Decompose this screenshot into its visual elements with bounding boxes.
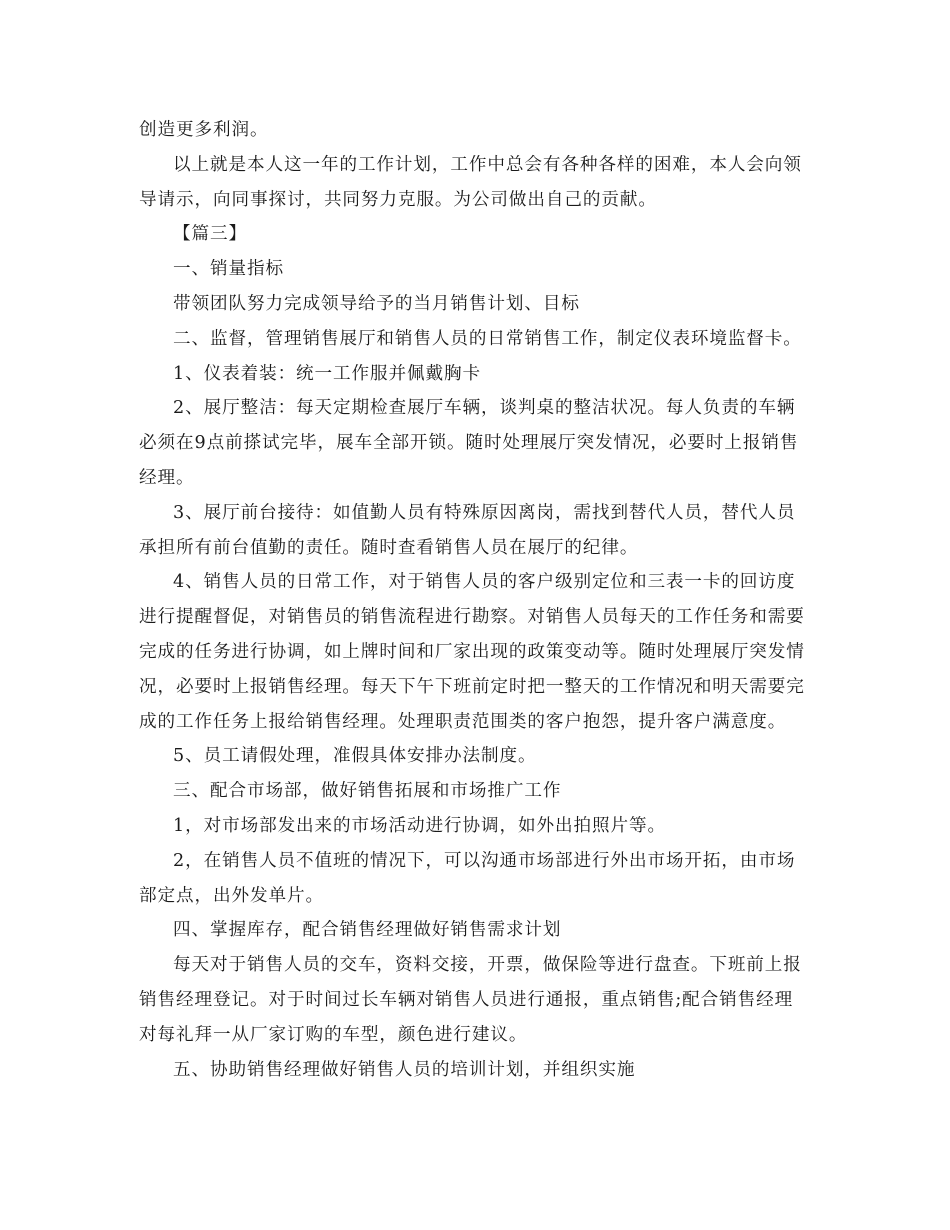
text-line: 三、配合市场部，做好销售拓展和市场推广工作: [173, 781, 562, 802]
text-line: 创造更多利润。: [139, 120, 269, 140]
text-line: 3、展厅前台接待：如值勤人员有特殊原因离岗，需找到替代人员，替代人员: [173, 502, 796, 523]
section-heading: 【篇三】: [173, 224, 247, 245]
text-line: 二、监督，管理销售展厅和销售人员的日常销售工作，制定仪表环境监督卡。: [173, 328, 802, 349]
text-line: 2，在销售人员不值班的情况下，可以沟通市场部进行外出市场开拓，由市场: [173, 850, 796, 871]
text-line: 必须在9点前搽试完毕，展车全部开锁。随时处理展厅突发情况，必要时上报销售: [139, 433, 799, 454]
text-line: 五、协助销售经理做好销售人员的培训计划，并组织实施: [173, 1059, 636, 1080]
text-line: 1、仪表着装：统一工作服并佩戴胸卡: [173, 363, 481, 384]
text-line: 导请示，向同事探讨，共同努力克服。为公司做出自己的贡献。: [139, 189, 657, 210]
text-line: 1，对市场部发出来的市场活动进行协调，如外出拍照片等。: [173, 815, 666, 836]
text-line: 完成的任务进行协调，如上牌时间和厂家出现的政策变动等。随时处理展厅突发情: [139, 641, 805, 662]
text-line: 经理。: [139, 467, 195, 488]
text-line: 4、销售人员的日常工作，对于销售人员的客户级别定位和三表一卡的回访度: [173, 572, 796, 593]
text-line: 每天对于销售人员的交车，资料交接，开票，做保险等进行盘查。下班前上报: [173, 955, 802, 976]
text-line: 进行提醒督促，对销售员的销售流程进行勘察。对销售人员每天的工作任务和需要: [139, 607, 805, 628]
text-line: 以上就是本人这一年的工作计划，工作中总会有各种各样的困难，本人会向领: [173, 154, 802, 175]
text-line: 成的工作任务上报给销售经理。处理职责范围类的客户抱怨，提升客户满意度。: [139, 711, 787, 732]
text-line: 四、掌握库存，配合销售经理做好销售需求计划: [173, 920, 562, 941]
text-line: 一、销量指标: [173, 259, 284, 280]
document-page: [139, 113, 812, 1087]
text-line: 部定点，出外发单片。: [139, 885, 324, 906]
text-line: 销售经理登记。对于时间过长车辆对销售人员进行通报，重点销售;配合销售经理: [139, 989, 794, 1010]
text-line: 带领团队努力完成领导给予的当月销售计划、目标: [173, 293, 580, 314]
text-line: 况，必要时上报销售经理。每天下午下班前定时把一整天的工作情况和明天需要完: [139, 676, 805, 697]
text-line: 承担所有前台值勤的责任。随时查看销售人员在展厅的纪律。: [139, 537, 639, 558]
text-line: 2、展厅整洁：每天定期检查展厅车辆，谈判桌的整洁状况。每人负责的车辆: [173, 398, 796, 419]
text-line: 5、员工请假处理，准假具体安排办法制度。: [173, 746, 537, 767]
text-line: 对每礼拜一从厂家订购的车型，颜色进行建议。: [139, 1024, 528, 1045]
